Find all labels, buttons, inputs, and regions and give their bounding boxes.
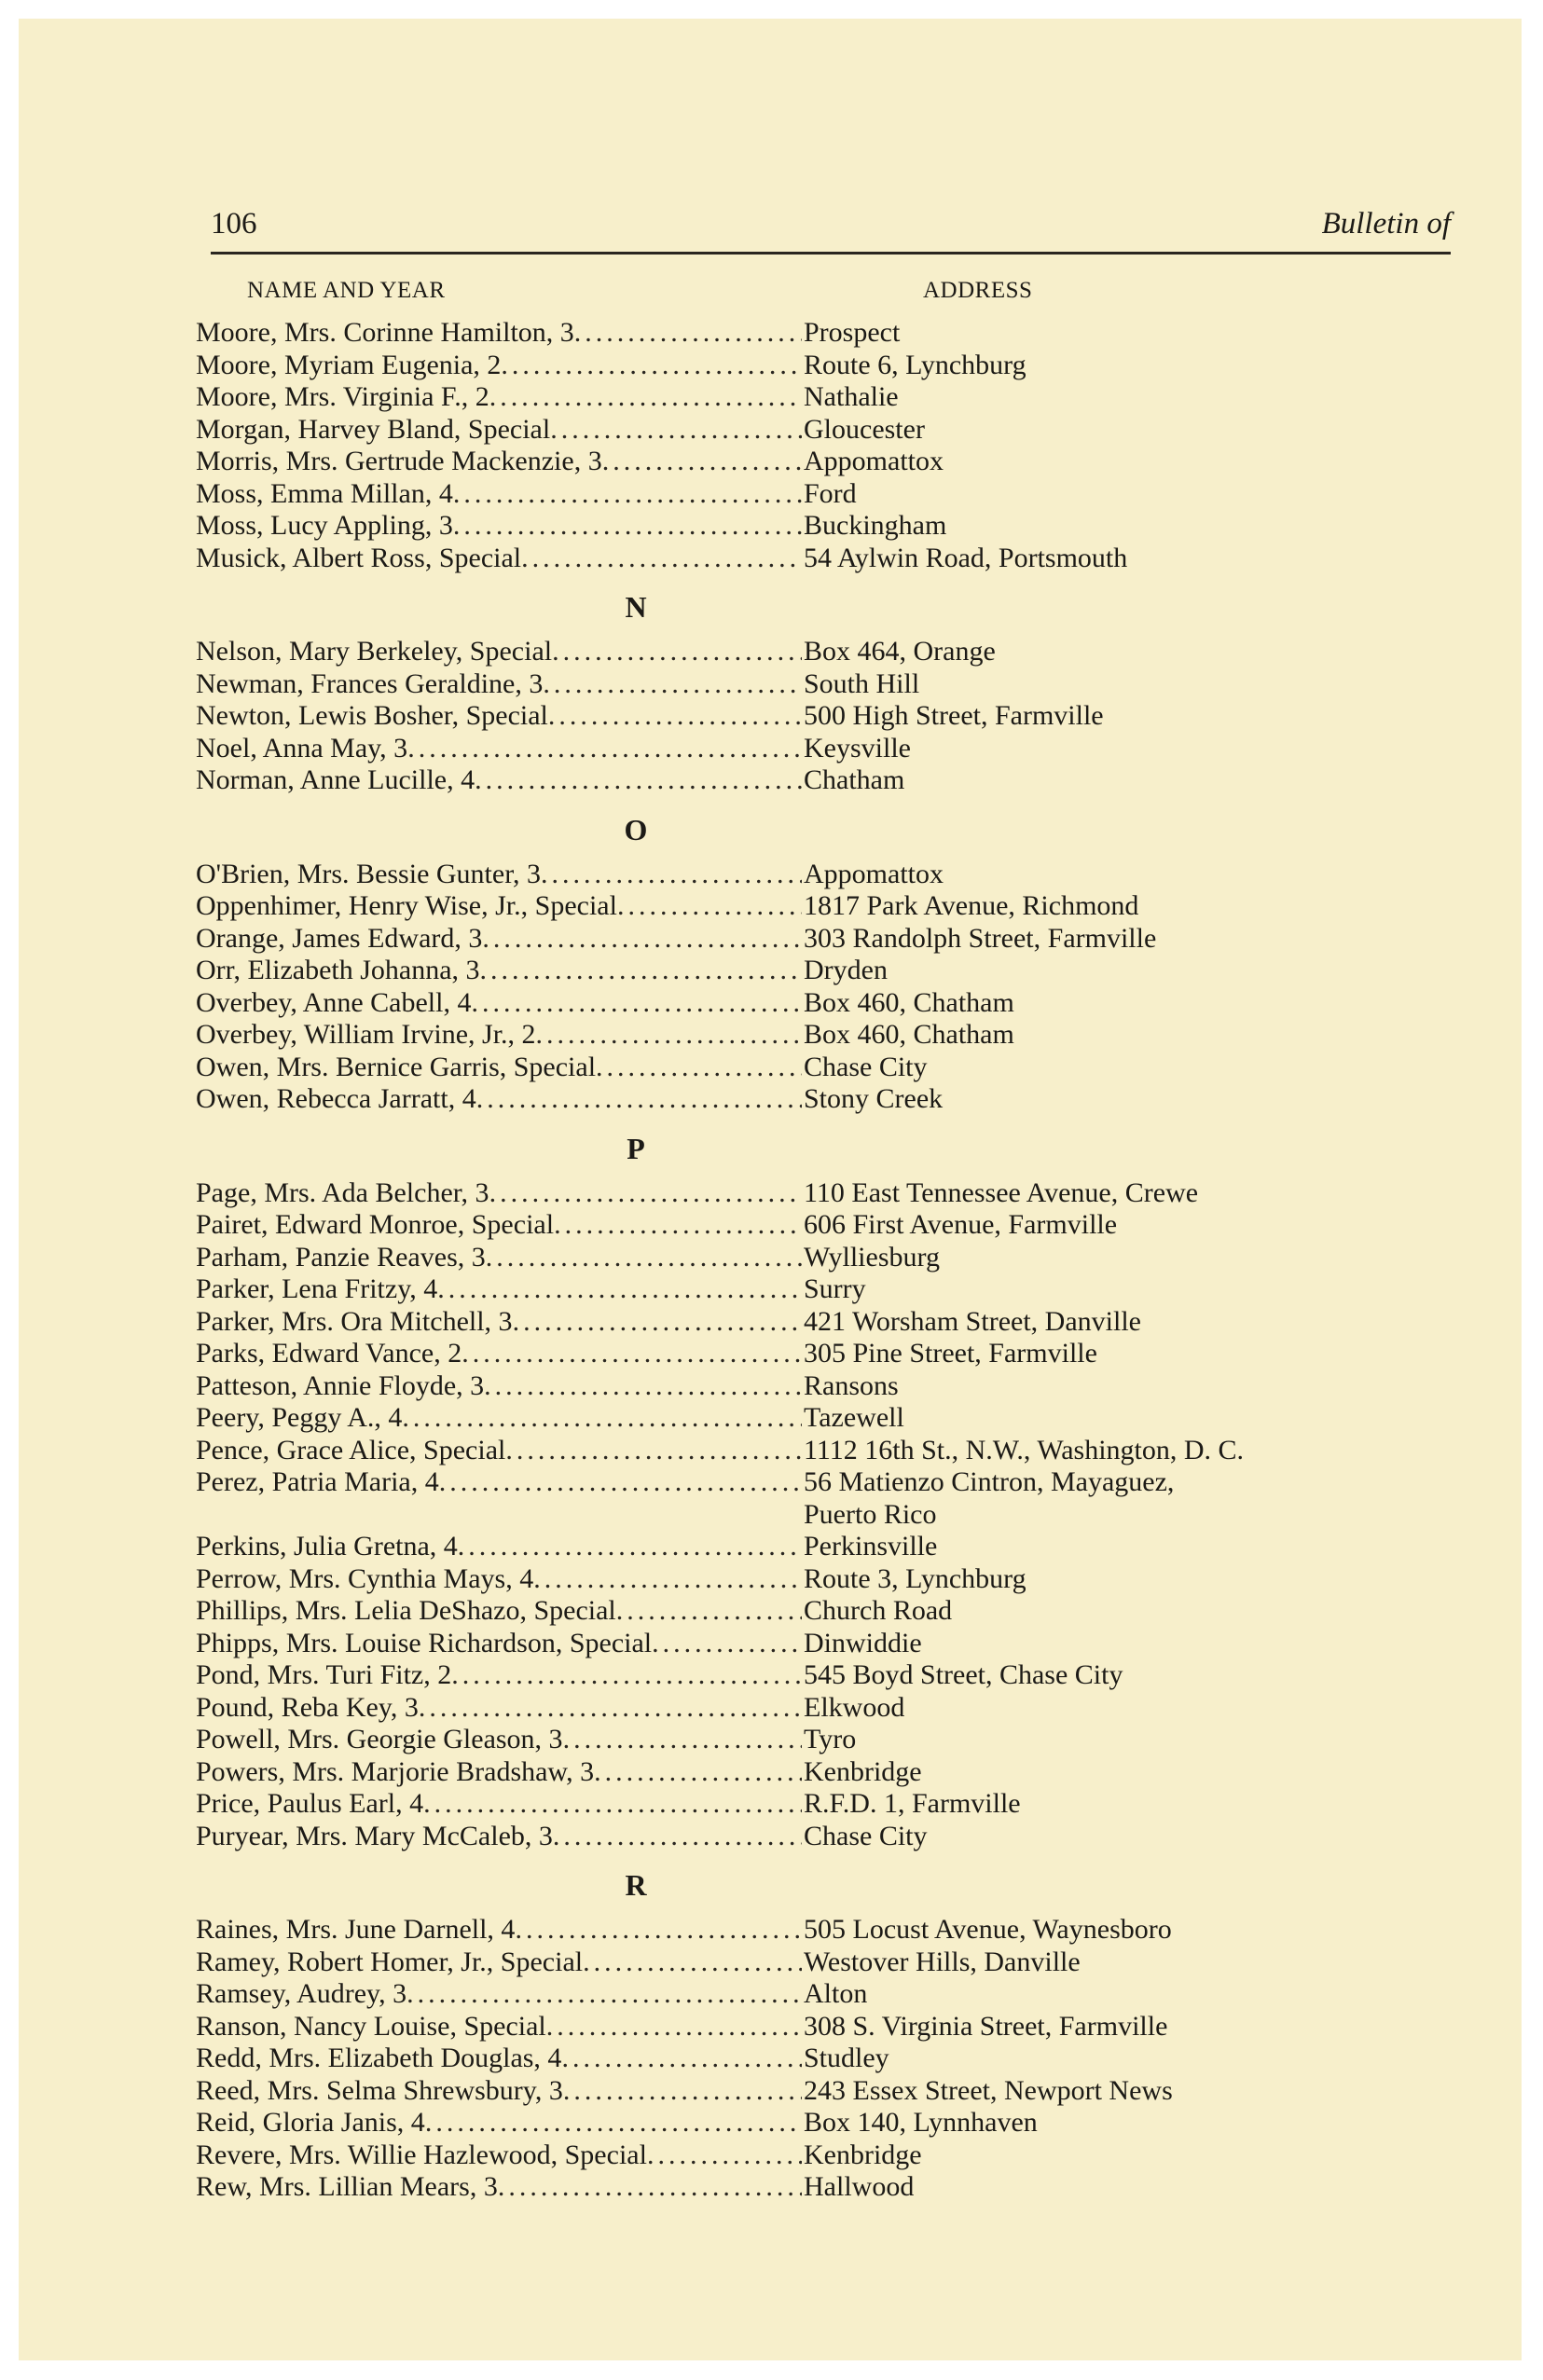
dot-leader [647,2139,802,2172]
dot-leader [553,1821,802,1853]
entry-address: Keysville [804,732,911,764]
entry-address: Chase City [804,1051,928,1082]
directory-entry [196,1052,1464,1084]
directory-entry [196,700,1464,733]
entry-name-cell [196,1947,802,1979]
entry-name: Reed, Mrs. Selma Shrewsbury, 3 [196,2074,563,2106]
section-letter-text: O [624,812,648,846]
directory-entry [196,543,1464,575]
entry-name-cell [196,1821,802,1853]
directory-entry-continuation [196,1499,1464,1532]
dot-leader [406,1978,802,2011]
entry-name-cell [196,1435,802,1467]
entry-name-cell [196,1563,802,1596]
entry-address: Route 6, Lynchburg [804,349,1026,380]
dot-leader [402,1402,802,1435]
directory-entry [196,1628,1464,1660]
entry-name: Price, Paulus Earl, 4 [196,1788,424,1819]
entry-name: Patteson, Annie Floyde, 3 [196,1369,485,1401]
entry-name-cell [196,955,802,987]
page-number: 106 [211,207,257,241]
dot-leader [425,2107,802,2139]
entry-name-cell [196,1531,802,1563]
directory-entry [196,1402,1464,1435]
directory-entry [196,1531,1464,1563]
entry-name-cell [196,1659,802,1692]
entry-name: Rew, Mrs. Lillian Mears, 3 [196,2171,498,2202]
directory-entry [196,1273,1464,1306]
entry-address: Box 460, Chatham [804,986,1014,1018]
entry-address: Kenbridge [804,1755,922,1787]
directory-entry [196,1019,1464,1052]
directory-entry [196,2139,1464,2172]
dot-leader [596,1052,802,1084]
dot-leader [546,2011,802,2043]
directory-entry [196,1466,1464,1499]
directory-entry [196,1978,1464,2011]
entry-address: 606 First Avenue, Farmville [804,1209,1118,1240]
entry-name-cell [196,1242,802,1274]
entry-address: Perkinsville [804,1531,938,1561]
entry-address: Kenbridge [804,2139,922,2170]
entry-name-cell [196,2043,802,2075]
entry-address: Dryden [804,955,888,985]
entry-name: Newman, Frances Geraldine, 3 [196,667,544,699]
entry-address: Alton [804,1978,868,2009]
entry-name: Moore, Mrs. Virginia F., 2 [196,381,489,412]
entry-address: 1817 Park Avenue, Richmond [804,890,1139,921]
directory-entry [196,1692,1464,1725]
entry-name: Morgan, Harvey Bland, Special [196,413,551,445]
entry-name-cell [196,1978,802,2011]
directory-entry [196,478,1464,511]
entry-name-cell [196,478,802,511]
entry-name: Ramey, Robert Homer, Jr., Special [196,1946,584,1977]
entry-address: Chatham [804,764,905,795]
directory-entry [196,2011,1464,2043]
entry-address: Box 464, Orange [804,636,996,667]
entry-address: South Hill [804,667,920,699]
entry-address: 54 Aylwin Road, Portsmouth [804,542,1128,573]
dot-leader [574,317,802,350]
entry-name-cell [196,1628,802,1660]
directory-entry [196,2107,1464,2139]
directory-entry [196,350,1464,382]
section-letter [196,1852,1464,1914]
entry-name-cell [196,2107,802,2139]
entry-name-cell [196,1724,802,1756]
entry-address: Hallwood [804,2171,915,2202]
entry-address: 303 Randolph Street, Farmville [804,922,1157,954]
entry-address: Appomattox [804,858,944,889]
entry-name: Parks, Edward Vance, 2 [196,1338,462,1369]
entry-name: Ranson, Nancy Louise, Special [196,2010,546,2042]
dot-leader [602,446,802,478]
entry-address: Dinwiddie [804,1627,922,1658]
entry-name-cell [196,1083,802,1116]
dot-leader [475,764,802,797]
dot-leader [437,1273,802,1306]
entry-name-cell [196,2171,802,2204]
entry-name: Peery, Peggy A., 4 [196,1402,403,1433]
dot-leader [489,1177,802,1210]
dot-leader [486,1242,802,1274]
entry-address: 308 S. Virginia Street, Farmville [804,2010,1168,2042]
entry-address: 243 Essex Street, Newport News [804,2074,1173,2106]
entry-address: Elkwood [804,1691,905,1723]
entry-address: Wylliesburg [804,1241,940,1273]
entry-name: Pound, Reba Key, 3 [196,1691,419,1723]
entry-name-cell [196,733,802,765]
directory-entry [196,1914,1464,1947]
entry-name-cell [196,890,802,923]
entry-name-cell [196,1466,802,1499]
entry-address: Ford [804,477,857,509]
entry-address: 110 East Tennessee Avenue, Crewe [804,1176,1199,1208]
entry-name-cell [196,446,802,478]
page-header [211,207,1451,255]
entry-name: Phipps, Mrs. Louise Richardson, Special [196,1627,653,1658]
entry-name: Overbey, William Irvine, Jr., 2 [196,1019,536,1050]
entry-name: Pairet, Edward Monroe, Special [196,1209,555,1240]
dot-leader [533,1563,802,1596]
dot-leader [554,1209,802,1242]
directory-entry [196,446,1464,478]
entry-name: Perrow, Mrs. Cynthia Mays, 4 [196,1562,534,1594]
directory-entry [196,1209,1464,1242]
section-letter [196,1116,1464,1177]
dot-leader [407,733,802,765]
entry-address: 1112 16th St., N.W., Washington, D. C. [804,1434,1245,1465]
dot-leader [594,1756,802,1789]
entry-name: Musick, Albert Ross, Special [196,542,522,573]
directory-entry [196,1756,1464,1789]
entry-name-cell [196,1595,802,1628]
entry-name: Powell, Mrs. Georgie Gleason, 3 [196,1724,563,1754]
name-column-heading: NAME AND YEAR [247,278,446,303]
entry-name-cell [196,1788,802,1821]
entry-name: Moss, Lucy Appling, 3 [196,510,453,541]
entry-name: Orange, James Edward, 3 [196,922,483,954]
directory-entry [196,1338,1464,1370]
entry-name-cell [196,700,802,733]
entry-name-cell [196,668,802,701]
entry-address: 505 Locust Avenue, Waynesboro [804,1914,1172,1945]
dot-leader [617,890,802,923]
dot-leader [482,923,802,956]
entry-name: Morris, Mrs. Gertrude Mackenzie, 3 [196,446,602,476]
entry-address: 500 High Street, Farmville [804,700,1104,731]
directory-entry [196,1659,1464,1692]
entry-name: Redd, Mrs. Elizabeth Douglas, 4 [196,2043,562,2073]
directory-entry [196,2171,1464,2204]
directory-entry [196,1306,1464,1339]
entry-name: Parker, Lena Fritzy, 4 [196,1273,438,1304]
entry-name-cell [196,2011,802,2043]
directory-entry [196,955,1464,987]
dot-leader [515,1914,802,1947]
entry-name-cell [196,987,802,1020]
directory-entry [196,2043,1464,2075]
entry-name: Page, Mrs. Ada Belcher, 3 [196,1176,489,1208]
directory-entry [196,510,1464,543]
entry-name: Nelson, Mary Berkeley, Special [196,636,553,667]
directory-entry [196,1821,1464,1853]
dot-leader [489,381,802,414]
entry-address: Box 140, Lynnhaven [804,2107,1038,2138]
directory-entry [196,2075,1464,2108]
entry-name: Pond, Mrs. Turi Fitz, 2 [196,1659,452,1690]
directory-entry [196,1563,1464,1596]
dot-leader [548,700,802,733]
directory-entry [196,1724,1464,1756]
entry-name-cell [196,414,802,447]
entry-name: Powers, Mrs. Marjorie Bradshaw, 3 [196,1755,595,1787]
section-letter [196,574,1464,636]
entry-address: Tyro [804,1724,857,1754]
entry-name-cell [196,317,802,350]
dot-leader [552,636,802,668]
entry-name-cell [196,923,802,956]
dot-leader [501,350,802,382]
entry-name: Pence, Grace Alice, Special [196,1434,506,1465]
dot-leader [541,859,802,891]
directory-entry [196,381,1464,414]
entry-name-cell [196,636,802,668]
entry-address: Prospect [804,317,901,348]
entry-address: Ransons [804,1369,899,1401]
section-letter-text: R [625,1868,647,1902]
entry-name-cell [196,859,802,891]
dot-leader [563,2075,802,2108]
entry-address: 421 Worsham Street, Danville [804,1305,1141,1337]
dot-leader [423,1788,802,1821]
entry-name: Raines, Mrs. June Darnell, 4 [196,1914,516,1945]
entry-name-cell [196,381,802,414]
entry-name: Revere, Mrs. Willie Hazlewood, Special [196,2139,647,2170]
entry-name: Oppenhimer, Henry Wise, Jr., Special [196,890,617,921]
student-directory-list [196,317,1464,2204]
entry-name-cell [196,350,802,382]
entry-address: Church Road [804,1595,953,1626]
entry-name: Owen, Mrs. Bernice Garris, Special [196,1051,597,1082]
entry-address: Studley [804,2043,889,2073]
directory-entry [196,890,1464,923]
entry-address: Chase City [804,1820,928,1851]
entry-name: Moore, Myriam Eugenia, 2 [196,349,502,380]
entry-name: Parker, Mrs. Ora Mitchell, 3 [196,1305,513,1337]
entry-name-cell [196,1692,802,1725]
entry-name: Moss, Emma Millan, 4 [196,477,453,509]
entry-address: Westover Hills, Danville [804,1946,1081,1977]
section-letter-text: N [625,590,647,624]
entry-address: 545 Boyd Street, Chase City [804,1659,1123,1690]
entry-name-cell [196,1209,802,1242]
directory-entry [196,317,1464,350]
entry-name: Noel, Anna May, 3 [196,732,408,764]
entry-address: Appomattox [804,446,944,476]
entry-address: Buckingham [804,510,947,541]
entry-address: Stony Creek [804,1083,944,1114]
entry-name: Reid, Gloria Janis, 4 [196,2107,425,2138]
entry-address: 56 Matienzo Cintron, Mayaguez, [804,1466,1175,1497]
dot-leader [453,478,802,511]
dot-leader [462,1338,802,1370]
entry-name-cell [196,1306,802,1339]
directory-entry [196,636,1464,668]
entry-name: O'Brien, Mrs. Bessie Gunter, 3 [196,858,541,889]
entry-name-cell [196,1914,802,1947]
directory-entry [196,923,1464,956]
entry-name: Newton, Lewis Bosher, Special [196,700,548,731]
dot-leader [458,1531,802,1563]
directory-entry [196,859,1464,891]
entry-name: Puryear, Mrs. Mary McCaleb, 3 [196,1820,553,1851]
entry-address-continuation: Puerto Rico [804,1498,937,1530]
directory-entry [196,1242,1464,1274]
entry-name-cell [196,1370,802,1403]
dot-leader [550,414,802,447]
entry-address: Box 460, Chatham [804,1019,1014,1050]
entry-name: Moore, Mrs. Corinne Hamilton, 3 [196,317,574,348]
entry-name: Parham, Panzie Reaves, 3 [196,1241,486,1273]
dot-leader [536,1019,802,1052]
entry-name-cell [196,1273,802,1306]
dot-leader [471,987,802,1020]
entry-address: 305 Pine Street, Farmville [804,1338,1097,1369]
dot-leader [476,1083,802,1116]
entry-name-cell [196,543,802,575]
entry-name-cell [196,510,802,543]
directory-entry [196,764,1464,797]
dot-leader [583,1947,802,1979]
address-column-heading: ADDRESS [923,278,1033,303]
dot-leader [480,955,802,987]
directory-entry [196,1435,1464,1467]
entry-name: Overbey, Anne Cabell, 4 [196,986,472,1018]
entry-name: Owen, Rebecca Jarratt, 4 [196,1083,476,1114]
entry-address: Route 3, Lynchburg [804,1562,1026,1594]
dot-leader [563,1724,802,1756]
entry-name-cell [196,764,802,797]
dot-leader [616,1595,802,1628]
entry-address: Tazewell [804,1402,904,1433]
entry-name: Perez, Patria Maria, 4 [196,1466,439,1497]
dot-leader [561,2043,802,2075]
entry-name-cell [196,1402,802,1435]
directory-entry [196,1083,1464,1116]
directory-entry [196,668,1464,701]
entry-name: Ramsey, Audrey, 3 [196,1978,407,2009]
directory-entry [196,1788,1464,1821]
entry-name-cell [196,1019,802,1052]
entry-name: Norman, Anne Lucille, 4 [196,764,475,795]
directory-entry [196,1370,1464,1403]
entry-name-cell [196,1052,802,1084]
entry-address: Surry [804,1273,866,1304]
entry-name: Perkins, Julia Gretna, 4 [196,1531,458,1561]
entry-address: Nathalie [804,381,899,412]
running-head: Bulletin of [1321,207,1451,241]
entry-name-cell [196,1338,802,1370]
section-letter [196,797,1464,859]
directory-entry [196,1177,1464,1210]
directory-entry [196,733,1464,765]
directory-entry [196,1947,1464,1979]
entry-name-cell [196,1756,802,1789]
entry-name-cell [196,2139,802,2172]
dot-leader [453,510,802,543]
dot-leader [513,1306,802,1339]
entry-name: Orr, Elizabeth Johanna, 3 [196,955,480,985]
dot-leader [484,1370,802,1403]
dot-leader [521,543,802,575]
dot-leader [505,1435,802,1467]
directory-entry [196,987,1464,1020]
directory-entry [196,1595,1464,1628]
entry-name-cell [196,1177,802,1210]
entry-address: Gloucester [804,413,925,445]
dot-leader [451,1659,802,1692]
section-letter-text: P [627,1131,645,1165]
dot-leader [419,1692,802,1725]
entry-address: R.F.D. 1, Farmville [804,1788,1021,1819]
dot-leader [543,668,802,701]
dot-leader [498,2171,802,2204]
dot-leader [439,1466,802,1499]
column-headings [247,278,1049,315]
entry-name: Phillips, Mrs. Lelia DeShazo, Special [196,1595,616,1626]
directory-entry [196,414,1464,447]
entry-name-cell [196,2075,802,2108]
dot-leader [652,1628,802,1660]
